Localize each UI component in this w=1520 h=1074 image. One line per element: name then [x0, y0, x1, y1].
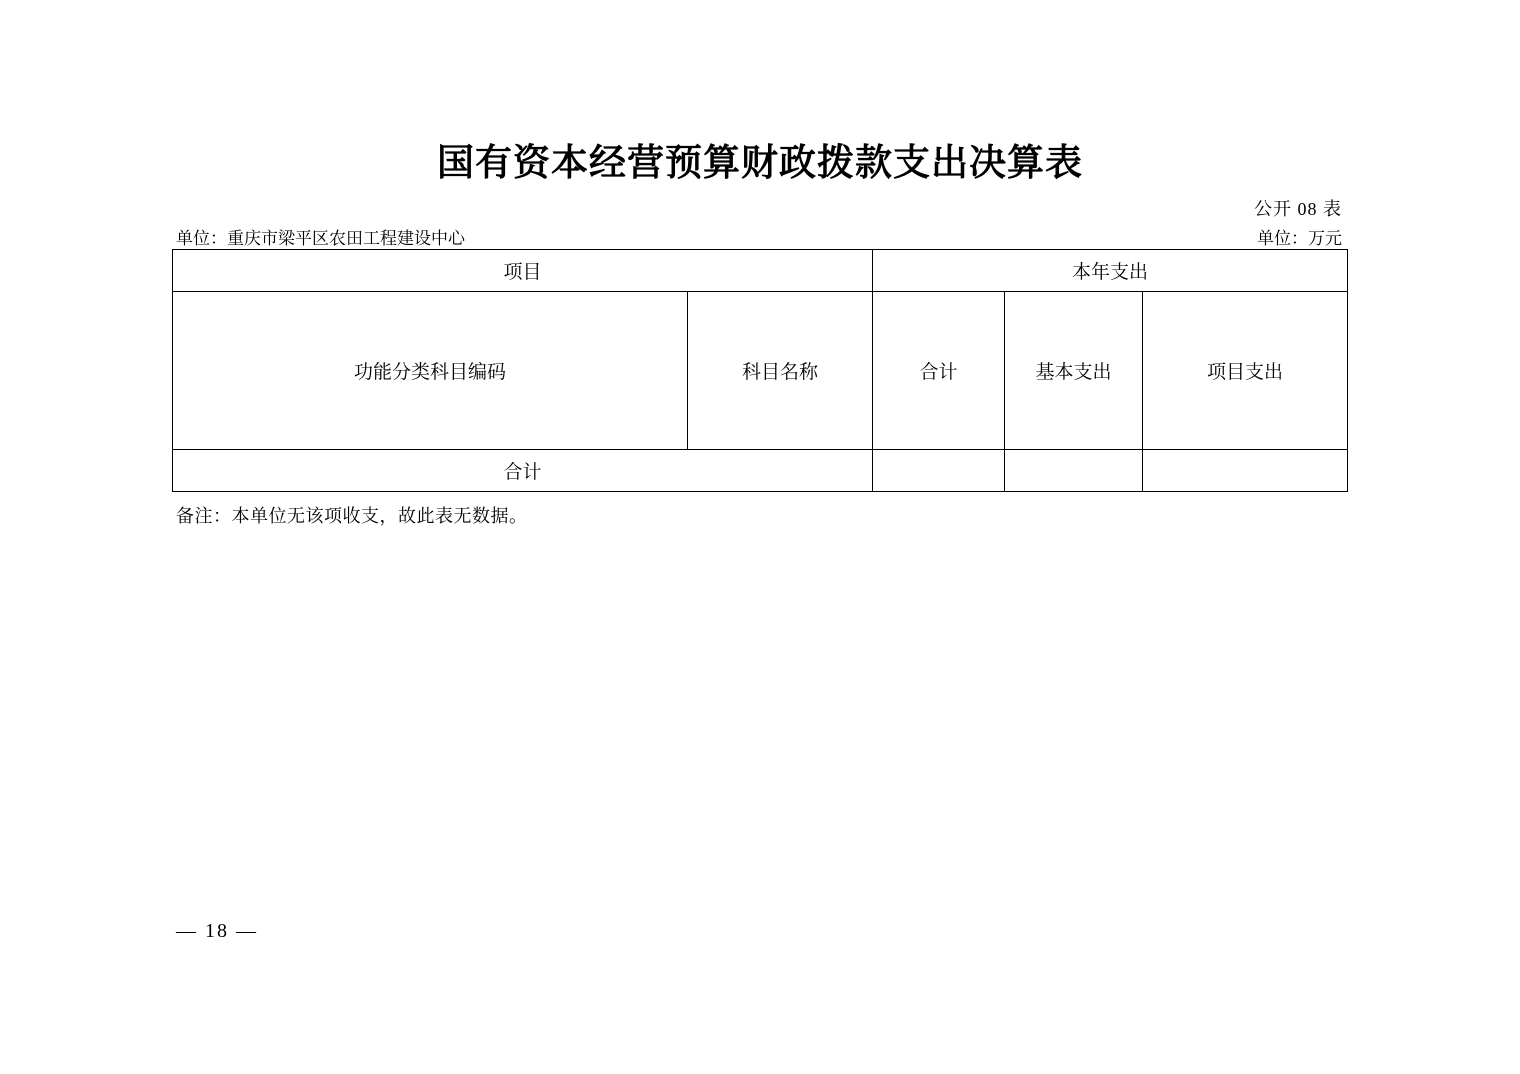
column-header-subject-name: 科目名称 — [688, 292, 873, 450]
column-header-total: 合计 — [873, 292, 1005, 450]
group-header-item: 项目 — [173, 250, 873, 292]
total-row-total-value — [873, 450, 1005, 492]
amount-unit-label: 单位：万元 — [1257, 229, 1342, 248]
column-header-project-expenditure: 项目支出 — [1143, 292, 1348, 450]
group-header-current-year-expenditure: 本年支出 — [873, 250, 1348, 292]
table-total-row — [173, 450, 1348, 492]
page-number: — 18 — — [176, 920, 258, 942]
table-note: 备注：本单位无该项收支，故此表无数据。 — [176, 506, 528, 526]
budget-expenditure-table — [172, 249, 1348, 492]
unit-name-label: 单位：重庆市梁平区农田工程建设中心 — [176, 229, 465, 248]
table-group-header-row — [173, 250, 1348, 292]
table-column-header-row — [173, 292, 1348, 450]
form-number: 公开 08 表 — [1254, 199, 1342, 219]
column-header-function-code: 功能分类科目编码 — [173, 292, 688, 450]
total-row-label: 合计 — [173, 450, 873, 492]
total-row-project-value — [1143, 450, 1348, 492]
total-row-basic-value — [1005, 450, 1143, 492]
table-meta-row — [176, 224, 1342, 249]
page-title: 国有资本经营预算财政拨款支出决算表 — [437, 143, 1083, 184]
column-header-basic-expenditure: 基本支出 — [1005, 292, 1143, 450]
